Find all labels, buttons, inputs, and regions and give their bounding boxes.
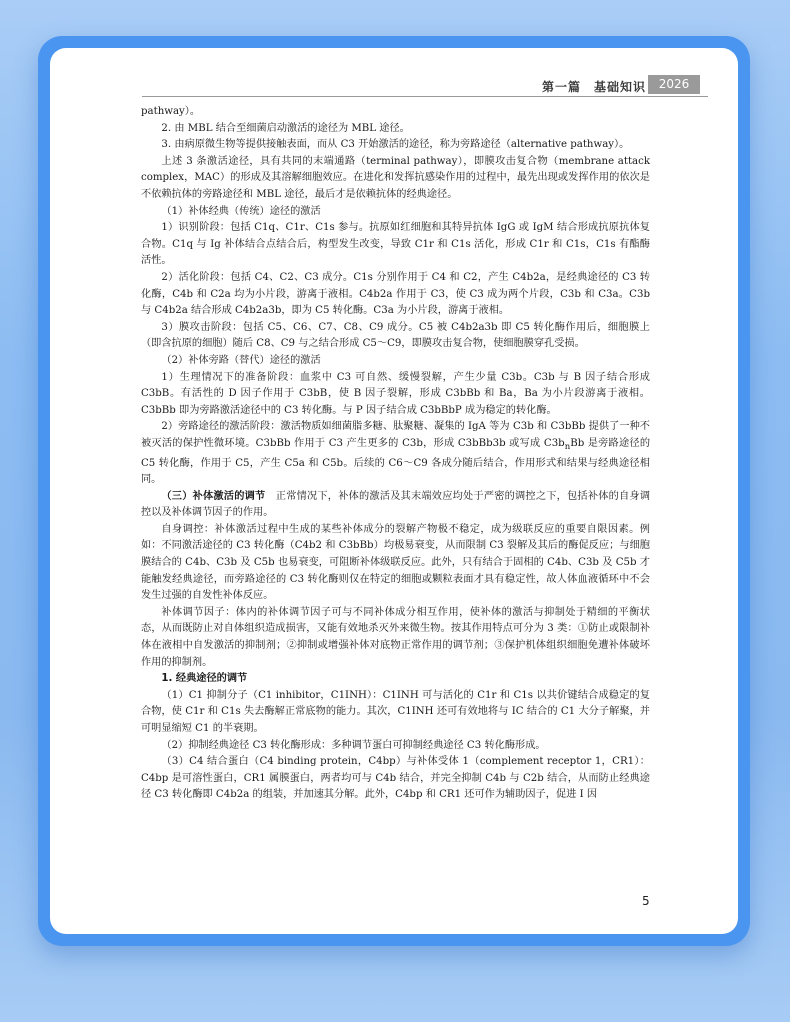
- paragraph: 3）膜攻击阶段：包括 C5、C6、C7、C8、C9 成分。C5 被 C4b2a3b 即 C5 转化酶作用后，细胞膜上（即含抗原的细胞）随后 C8、C9 与之结合形成 C5～C9，即膜攻击复合物，使细胞膜穿孔受损。: [141, 321, 650, 350]
- page-number: 5: [642, 894, 650, 908]
- paragraph: 3. 由病原微生物等提供接触表面，而从 C3 开始激活的途径，称为旁路途径（alternative pathway）。: [161, 139, 630, 151]
- paragraph: 补体调节因子：体内的补体调节因子可与不同补体成分相互作用，使补体的激活与抑制处于精细的平衡状态，从而既防止对自体组织造成损害，又能有效地杀灭外来微生物。按其作用特点可分为 3 类：①防止或限制补体在液相中自发激活的抑制剂；②抑制或增强补体对底物正常作用的调节剂；③保护机体组织细胞免遭补体破坏作用的抑制剂。: [141, 606, 650, 668]
- paragraph: （2）抑制经典途径 C3 转化酶形成：多种调节蛋白可抑制经典途径 C3 转化酶形成。: [161, 739, 546, 751]
- paragraph: 自身调控：补体激活过程中生成的某些补体成分的裂解产物极不稳定，成为级联反应的重要自限因素。例如：不同激活途径的 C3 转化酶（C4b2 和 C3bBb）均极易衰变，从而限制 C3 裂解及其后的酶促反应；与细胞膜结合的 C4b、C3b 及 C5b 也易衰变，可阻断补体级联反应。此外，只有结合于固相的 C4b、C3b 及 C5b 才能触发经典途径，而旁路途径的 C3 转化酶则仅在特定的细胞或颗粒表面才具有稳定性，故人体血液循环中不会发生过强的自发性补体反应。: [141, 523, 650, 602]
- paragraph: （1）C1 抑制分子（C1 inhibitor，C1INH）：C1INH 可与活化的 C1r 和 C1s 以共价键结合成稳定的复合物，使 C1r 和 C1s 失去酶解正常底物的能力。其次，C1INH 还可有效地将与 IC 结合的 C1 大分子解聚，并可明显缩短 C1 的半衰期。: [141, 689, 650, 734]
- paragraph: （2）补体旁路（替代）途径的激活: [161, 354, 321, 366]
- header-title: 第一篇 基础知识: [541, 80, 646, 94]
- paragraph: （1）补体经典（传统）途径的激活: [161, 205, 321, 217]
- paragraph: （3）C4 结合蛋白（C4 binding protein，C4bp）与补体受体 1（complement receptor 1，CR1）：C4bp 是可溶性蛋白，CR1 属膜蛋白，两者均可与 C4b 结合，并完全抑制 C4b 与 C2b 结合，从而防止经典途径 C3 转化酶即 C4b2a 的组装，并加速其分解。此外，C4bp 和 CR1 还可作为辅助因子，促进 I 因: [141, 756, 650, 801]
- paragraph: 1）生理情况下的准备阶段：血浆中 C3 可自然、缓慢裂解，产生少量 C3b。C3b 与 B 因子结合形成 C3bB。有活性的 D 因子作用于 C3bB，使 B 因子裂解，形成 C3bBb 和 Ba，Ba 为小片段游离于液相。C3bBb 即为旁路激活途径中的 C3 转化酶。与 P 因子结合成 C3bBbP 成为稳定的转化酶。: [141, 371, 650, 416]
- book-page: [50, 48, 738, 934]
- header-year-badge: 2026: [648, 75, 700, 94]
- section-heading: （三）补体激活的调节: [161, 490, 266, 502]
- section-text: 正常情况下，补体的激活及其末端效应均处于严密的调控之下，包括补体的自身调控以及补体调节因子的作用。: [141, 490, 651, 519]
- paragraph: 1）识别阶段：包括 C1q、C1r、C1s 参与。抗原如红细胞和其特异抗体 IgG 或 IgM 结合形成抗原抗体复合物。C1q 与 Ig 补体结合点结合后，构型发生改变，导致 C1r 和 C1s 活化，形成 C1r 和 C1s，C1s 有酯酶活性。: [141, 222, 650, 267]
- paragraph: 上述 3 条激活途径，具有共同的末端通路（terminal pathway），即膜攻击复合物（membrane attack complex，MAC）的形成及其溶解细胞效应。在进化和发挥抗感染作用的过程中，最先出现或发挥作用的依次是不依赖抗体的旁路途径和 MBL 途径，最后才是依赖抗体的经典途径。: [141, 155, 650, 200]
- paragraph: 2. 由 MBL 结合至细菌启动激活的途径为 MBL 途径。: [161, 122, 410, 134]
- paragraph: 2）旁路途径的激活阶段：激活物质如细菌脂多糖、肽聚糖、凝集的 IgA 等为 C3b 和 C3bBb 提供了一种不被灭活的保护性微环境。C3bBb 作用于 C3 产生更多的 C3b，形成 C3bBb3b 或写成 $C3b_nBb$ 是旁路途径的 C5 转化酶，作用于 C5，产生 C5a 和 C5b。后续的 C6～C9 各成分随后结合，作用形式和结果与经典途径相同。: [141, 421, 651, 486]
- header-divider: [142, 96, 708, 97]
- subheading: 1. 经典途径的调节: [161, 673, 248, 685]
- body-text: [141, 104, 650, 804]
- page-header: [50, 48, 738, 100]
- paragraph: 2）活化阶段：包括 C4、C2、C3 成分。C1s 分别作用于 C4 和 C2，产生 C4b2a，是经典途径的 C3 转化酶，C4b 和 C2a 均为小片段，游离于液相。C4b2a 作用于 C3，使 C3 成为两个片段，C3b 和 C3a。C3b 与 C4b2a 结合形成 C4b2a3b，即为 C5 转化酶。C3a 为小片段，游离于液相。: [141, 271, 650, 317]
- paragraph: pathway）。: [141, 106, 201, 117]
- section-paragraph: [141, 489, 650, 522]
